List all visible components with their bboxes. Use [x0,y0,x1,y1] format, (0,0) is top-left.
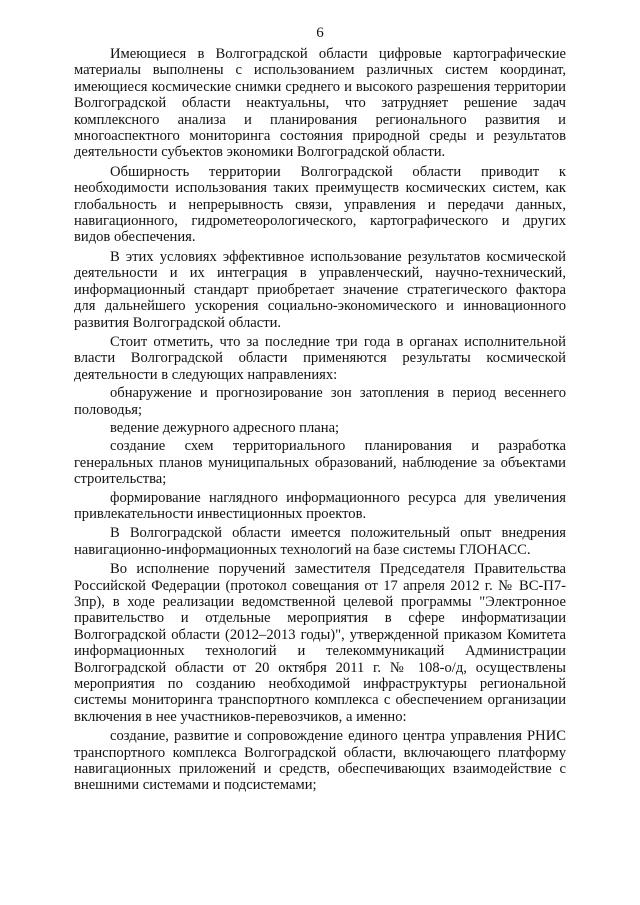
list-item-address-plan: ведение дежурного адресного плана; [110,419,340,436]
paragraph-government-instructions: Во исполнение поручений заместителя Председателя Правительства Российской Федерации (протокол совещания от 17 апреля 2012 г. № ВС-П7-3пр), в ходе реализации ведомственной целевой программы "Электронное правительство и отдельные мероприятия в сфере информатизации Волгоградской области (2012–2013 годы)", утвержденной приказом Комитета информационных технологий и телекоммуникаций Администрации Волгоградской области от 20 октября 2011 г. № 108-о/д, осуществлены мероприятия по созданию необходимой инфраструктуры региональной системы мониторинга транспортного комплекса с обеспечением организации включения в нее участников-перевозчиков, а именно: [74,561,566,725]
list-item-flood-monitoring: обнаружение и прогнозирование зон затопления в период весеннего половодья; [74,385,566,418]
body-text [74,46,566,796]
page-number: 6 [316,25,324,41]
paragraph-digital-maps: Имеющиеся в Волгоградской области цифровые картографические материалы выполнены с использованием различных систем координат, имеющиеся космические снимки среднего и высокого разрешения территории Волгоградской области неактуальны, что затрудняет решение задач комплексного анализа и планирования регионального развития и многоаспектного мониторинга состояния природной среды и результатов деятельности субъектов экономики Волгоградской области. [74,46,566,161]
paragraph-application-areas: Стоит отметить, что за последние три года в органах исполнительной власти Волгоградской области применяются результаты космической деятельности в следующих направлениях: [74,333,566,383]
list-item-investment-resource: формирование наглядного информационного ресурса для увеличения привлекательности инвестиционных проектов. [74,489,566,522]
paragraph-glonass-experience: В Волгоградской области имеется положительный опыт внедрения навигационно-информационных технологий на базе системы ГЛОНАСС. [74,525,566,558]
list-item-territorial-planning: создание схем территориального планирования и разработка генеральных планов муниципальных образований, наблюдение за объектами строительства; [74,438,566,488]
paragraph-space-activity-results: В этих условиях эффективное использование результатов космической деятельности и их интеграция в управленческий, научно-технический, информационный стандарт приобретает значение стратегического фактора для дальнейшего ускорения социально-экономического и инновационного развития Волгоградской области. [74,248,566,331]
list-item-rnis-center: создание, развитие и сопровождение единого центра управления РНИС транспортного комплекса Волгоградской области, включающего платформу навигационных приложений и средств, обеспечивающих взаимодействие с внешними системами и подсистемами; [74,728,566,794]
paragraph-territory-size: Обширность территории Волгоградской области приводит к необходимости использования таких преимуществ космических систем, как глобальность и непрерывность связи, управления и передачи данных, навигационного, гидрометеорологического, картографического и других видов обеспечения. [74,163,566,246]
